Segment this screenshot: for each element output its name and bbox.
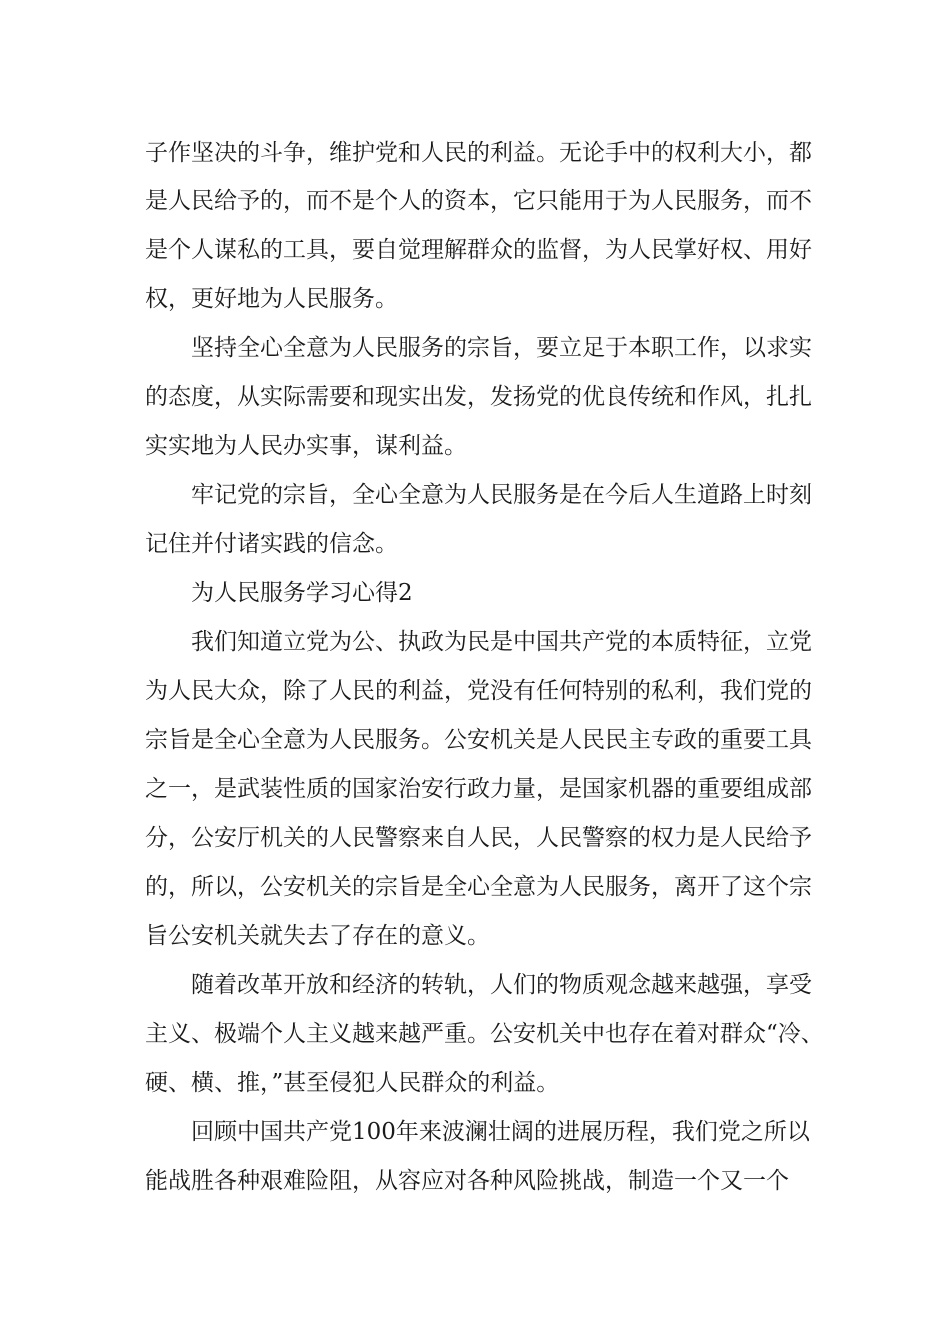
section-heading: 为人民服务学习心得2: [191, 580, 413, 606]
text-line: 宗旨是全心全意为人民服务。公安机关是人民民主专政的重要工具: [145, 727, 812, 753]
text-line: 能战胜各种艰难险阻，从容应对各种风险挑战，制造一个又一个: [145, 1168, 789, 1194]
text-line: 子作坚决的斗争，维护党和人民的利益。无论手中的权利大小，都: [145, 140, 812, 166]
paragraph-start-line: 牢记党的宗旨，全心全意为人民服务是在今后人生道路上时刻: [191, 482, 812, 508]
text-line: 旨公安机关就失去了存在的意义。: [145, 923, 490, 949]
text-line: 主义、极端个人主义越来越严重。公安机关中也存在着对群众“冷、: [145, 1021, 824, 1047]
text-line: 的，所以，公安机关的宗旨是全心全意为人民服务，离开了这个宗: [145, 874, 812, 900]
paragraph-start-line: 随着改革开放和经济的转轨，人们的物质观念越来越强，享受: [191, 972, 812, 998]
text-line: 记住并付诸实践的信念。: [145, 531, 398, 557]
text-line: 为人民大众，除了人民的利益，党没有任何特别的私利，我们党的: [145, 678, 812, 704]
text-line: 分，公安厅机关的人民警察来自人民，人民警察的权力是人民给予: [145, 825, 812, 851]
text-line: 的态度，从实际需要和现实出发，发扬党的优良传统和作风，扎扎: [145, 384, 812, 410]
text-line: 是人民给予的，而不是个人的资本，它只能用于为人民服务，而不: [145, 188, 812, 214]
text-line: 之一，是武装性质的国家治安行政力量，是国家机器的重要组成部: [145, 776, 812, 802]
paragraph-start-line: 回顾中国共产党100年来波澜壮阔的进展历程，我们党之所以: [191, 1119, 810, 1145]
text-line: 是个人谋私的工具，要自觉理解群众的监督，为人民掌好权、用好: [145, 237, 812, 263]
paragraph-start-line: 坚持全心全意为人民服务的宗旨，要立足于本职工作，以求实: [191, 335, 812, 361]
text-line: 权，更好地为人民服务。: [145, 286, 398, 312]
paragraph-start-line: 我们知道立党为公、执政为民是中国共产党的本质特征，立党: [191, 629, 812, 655]
text-line: 硬、横、推，”甚至侵犯人民群众的利益。: [145, 1070, 560, 1096]
text-line: 实实地为人民办实事，谋利益。: [145, 433, 467, 459]
